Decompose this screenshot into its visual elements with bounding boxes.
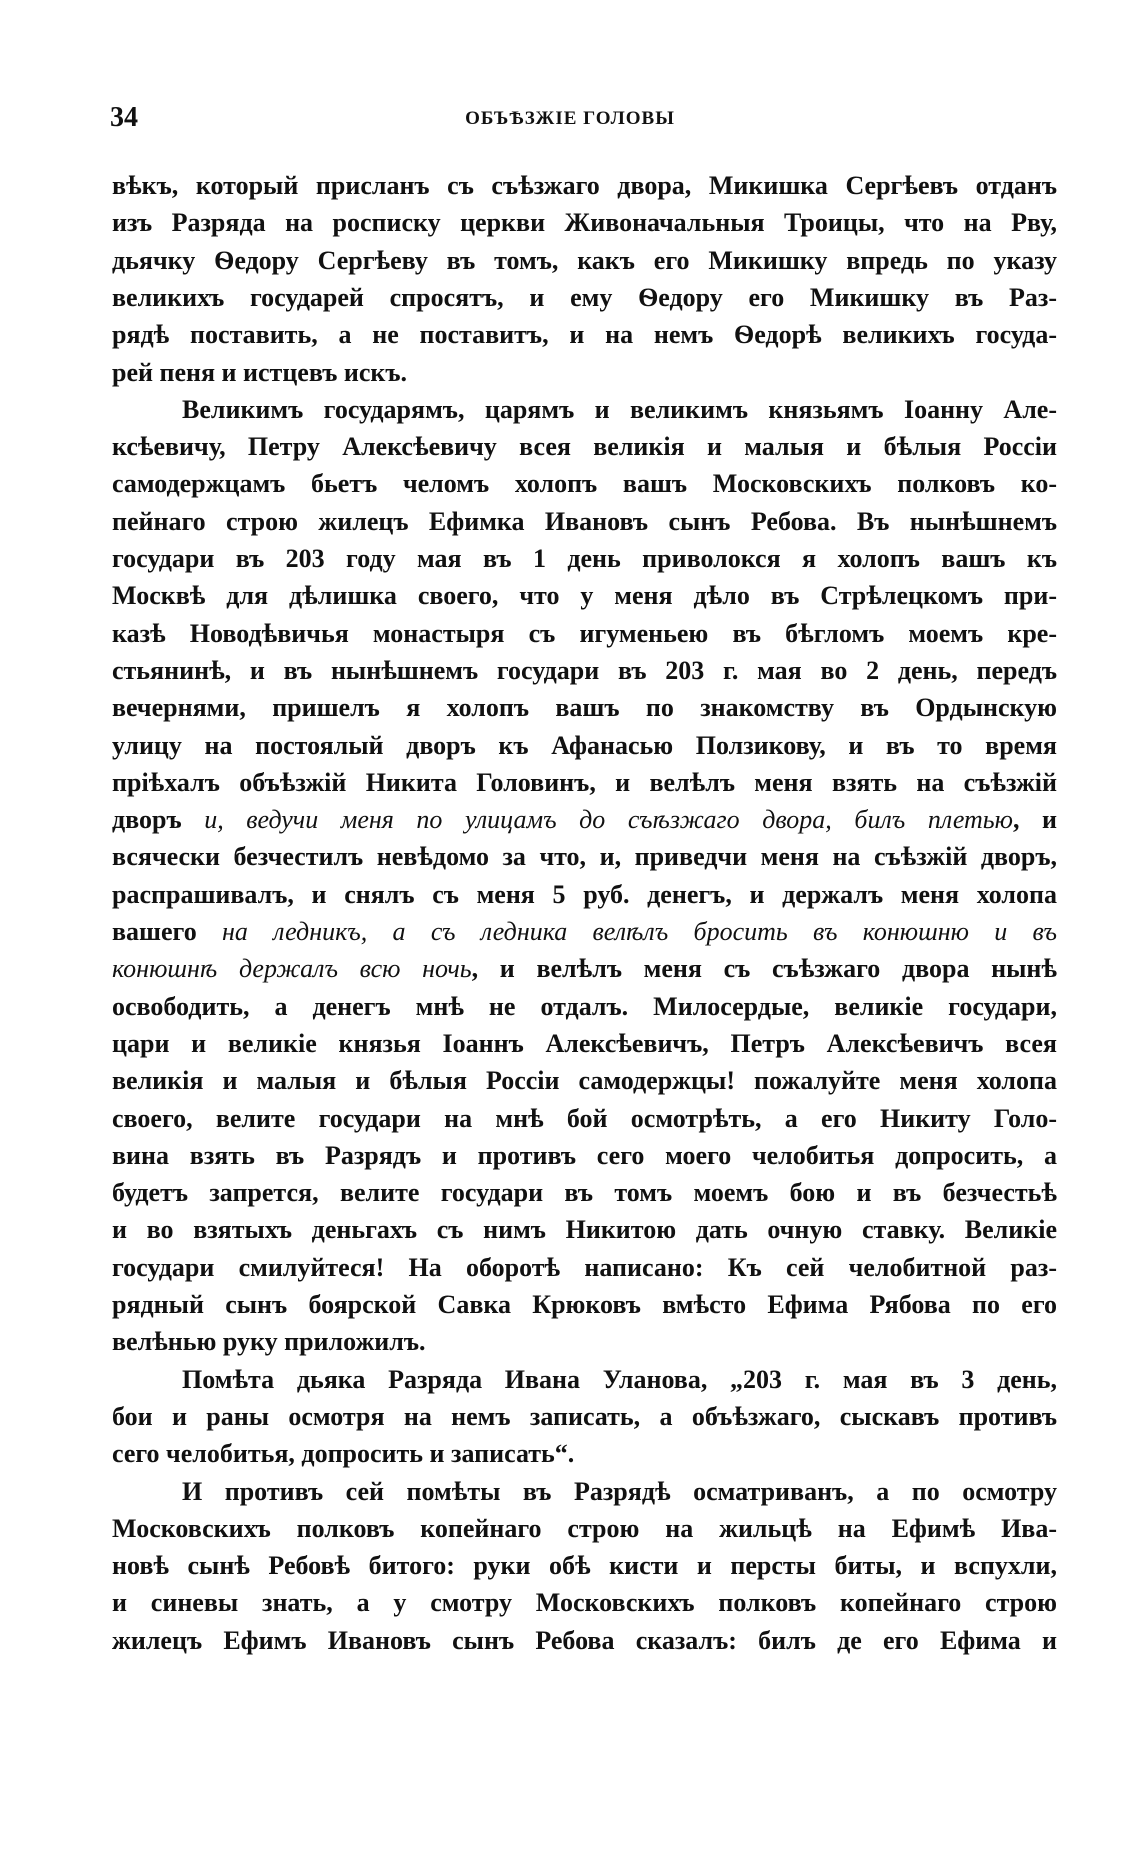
text-line xyxy=(112,1510,1057,1547)
text-line xyxy=(112,1249,1057,1286)
text-segment: великія и малыя и бѣлыя Россіи самодержцы! пожалуйте меня холопа xyxy=(112,1066,1057,1096)
text-line xyxy=(112,615,1057,652)
text-segment: государи смилуйтеся! На оборотѣ написано: Къ сей челобитной раз- xyxy=(112,1252,1057,1282)
text-line xyxy=(112,1174,1057,1211)
text-line xyxy=(112,540,1057,577)
text-line xyxy=(112,652,1057,689)
text-line xyxy=(112,1584,1057,1621)
text-line xyxy=(112,242,1057,279)
text-segment: ксѣевичу, Петру Алексѣевичу всея великія и малыя и бѣлыя Россіи xyxy=(112,432,1057,462)
text-segment: своего, велите государи на мнѣ бой осмотрѣть, а его Никиту Голо- xyxy=(112,1103,1057,1133)
text-line xyxy=(112,1137,1057,1174)
text-line xyxy=(112,428,1057,465)
text-line xyxy=(112,689,1057,726)
text-segment: новѣ сынѣ Ребовѣ битого: руки обѣ кисти и персты биты, и вспухли, xyxy=(112,1551,1057,1581)
text-segment: сего челобитья, допросить и записать“. xyxy=(112,1439,575,1469)
text-line xyxy=(112,204,1057,241)
text-segment: дьячку Ѳедору Сергѣеву въ томъ, какъ его Микишку впредь по указу xyxy=(112,245,1057,275)
text-line xyxy=(112,167,1057,204)
text-line xyxy=(112,1323,1057,1360)
text-line xyxy=(112,1062,1057,1099)
text-segment: и синевы знать, а у смотру Московскихъ полковъ копейнаго строю xyxy=(112,1588,1057,1618)
text-segment: распрашивалъ, и снялъ съ меня 5 руб. денегъ, и держалъ меня холопа xyxy=(112,879,1057,909)
text-line xyxy=(112,801,1057,838)
text-line xyxy=(112,838,1057,875)
text-segment: рядѣ поставить, а не поставитъ, и на немъ Ѳедорѣ великихъ госуда- xyxy=(112,320,1057,350)
text-line xyxy=(112,913,1057,950)
text-segment: велѣнью руку приложилъ. xyxy=(112,1327,426,1357)
page-number: 34 xyxy=(110,102,138,133)
text-line xyxy=(112,727,1057,764)
text-segment: изъ Разряда на росписку церкви Живоначальныя Троицы, что на Рву, xyxy=(112,208,1057,238)
text-line xyxy=(112,354,1057,391)
text-segment: , и велѣлъ меня съ съѣзжаго двора нынѣ xyxy=(471,954,1057,984)
text-line xyxy=(112,279,1057,316)
text-segment: пріѣхалъ объѣзжій Никита Головинъ, и велѣлъ меня взять на съѣзжій xyxy=(112,767,1057,797)
text-segment: пейнаго строю жилецъ Ефимка Ивановъ сынъ Ребова. Въ нынѣшнемъ xyxy=(112,506,1057,536)
text-segment: Великимъ государямъ, царямъ и великимъ князьямъ Іоанну Але- xyxy=(182,394,1057,424)
text-line xyxy=(112,465,1057,502)
text-segment: И противъ сей помѣты въ Разрядѣ осматриванъ, а по осмотру xyxy=(182,1476,1057,1506)
text-segment: , и xyxy=(1012,805,1058,835)
text-line xyxy=(112,1211,1057,1248)
text-line xyxy=(112,577,1057,614)
text-segment: казѣ Новодѣвичья монастыря съ игуменьею въ бѣгломъ моемъ кре- xyxy=(112,618,1057,648)
text-segment: вечернями, пришелъ я холопъ вашъ по знакомству въ Ордынскую xyxy=(112,693,1057,723)
text-line xyxy=(112,1025,1057,1062)
text-segment: государи въ 203 году мая въ 1 день приволокся я холопъ вашъ къ xyxy=(112,544,1057,573)
text-line xyxy=(112,503,1057,540)
text-segment: бои и раны осмотря на немъ записать, а объѣзжаго, сыскавъ противъ xyxy=(112,1401,1057,1431)
text-line xyxy=(112,950,1057,987)
text-line xyxy=(112,1286,1057,1323)
text-segment: дворъ xyxy=(112,805,205,835)
text-segment: будетъ запрется, велите государи въ томъ моемъ бою и въ безчестьѣ xyxy=(112,1178,1057,1208)
text-segment: всячески безчестилъ невѣдомо за что, и, приведчи меня на съѣзжій дворъ, xyxy=(112,842,1057,872)
text-line xyxy=(112,1435,1057,1472)
text-segment: цари и великіе князья Іоаннъ Алексѣевичъ, Петръ Алексѣевичъ всея xyxy=(112,1028,1057,1058)
text-segment: освободить, а денегъ мнѣ не отдалъ. Милосердые, великіе государи, xyxy=(112,991,1057,1021)
italic-text-segment: и, ведучи меня по улицамъ до съѣзжаго двора, билъ плетью xyxy=(204,805,1013,835)
text-line xyxy=(112,764,1057,801)
text-line xyxy=(112,391,1057,428)
text-segment: великихъ государей спросятъ, и ему Ѳедору его Микишку въ Раз- xyxy=(112,282,1057,312)
text-line xyxy=(112,1547,1057,1584)
text-segment: Москвѣ для дѣлишка своего, что у меня дѣло въ Стрѣлецкомъ при- xyxy=(112,581,1057,611)
text-segment: рей пеня и истцевъ искъ. xyxy=(112,357,408,387)
text-line xyxy=(112,1473,1057,1510)
text-segment: вашего xyxy=(112,917,222,946)
text-segment: улицу на постоялый дворъ къ Афанасью Ползикову, и въ то время xyxy=(112,730,1057,760)
text-line xyxy=(112,1361,1057,1398)
italic-text-segment: конюшнѣ держалъ всю ночь xyxy=(112,954,472,984)
text-segment: стьянинѣ, и въ нынѣшнемъ государи въ 203 г. мая во 2 день, передъ xyxy=(112,655,1057,685)
text-segment: вѣкъ, который присланъ съ съѣзжаго двора, Микишка Сергѣевъ отданъ xyxy=(112,171,1057,200)
text-segment: и во взятыхъ деньгахъ съ нимъ Никитою дать очную ставку. Великіе xyxy=(112,1215,1057,1245)
text-line xyxy=(112,1622,1057,1659)
text-line xyxy=(112,988,1057,1025)
text-line xyxy=(112,1100,1057,1137)
italic-text-segment: на ледникъ, а съ ледника велѣлъ бросить въ конюшню и въ xyxy=(221,917,1057,946)
text-segment: Помѣта дьяка Разряда Ивана Уланова, „203 г. мая въ 3 день, xyxy=(182,1364,1057,1394)
text-segment: вина взять въ Разрядъ и противъ сего моего челобитья допросить, а xyxy=(112,1140,1057,1170)
running-title: ОБЪѢЗЖІЕ ГОЛОВЫ xyxy=(465,108,675,129)
text-segment: рядный сынъ боярской Савка Крюковъ вмѣсто Ефима Рябова по его xyxy=(112,1290,1057,1319)
text-segment: жилецъ Ефимъ Ивановъ сынъ Ребова сказалъ: билъ де его Ефима и xyxy=(112,1625,1057,1655)
text-segment: самодержцамъ бьетъ челомъ холопъ вашъ Московскихъ полковъ ко- xyxy=(112,469,1057,499)
text-line xyxy=(112,316,1057,353)
text-segment: Московскихъ полковъ копейнаго строю на жильцѣ на Ефимѣ Ива- xyxy=(112,1513,1057,1543)
text-line xyxy=(112,876,1057,913)
text-line xyxy=(112,1398,1057,1435)
